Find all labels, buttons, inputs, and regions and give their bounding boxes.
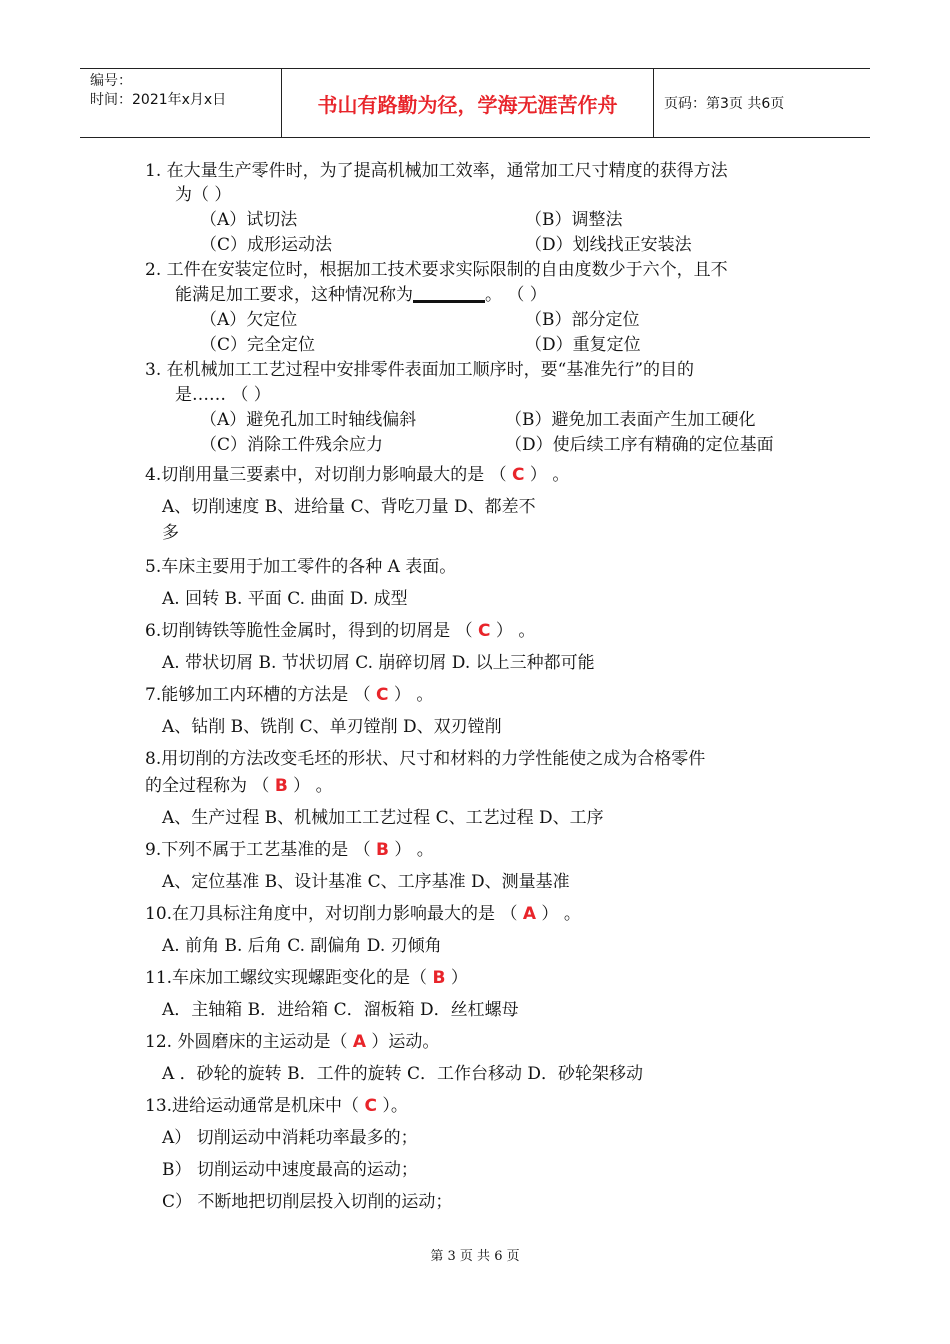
q4-options: A、切削速度 B、进给量 C、背吃刀量 D、都差不 [162,497,536,517]
q1-option-b: （B）调整法 [525,210,623,230]
q5-options: A. 回转 B. 平面 C. 曲面 D. 成型 [162,589,408,609]
q13-option-c: C） 不断地把切削层投入切削的运动； [162,1192,453,1212]
q10-answer: A [522,904,537,924]
q5-stem: 5.车床主要用于加工零件的各种 A 表面。 [145,557,457,577]
q13-answer: C [364,1096,377,1116]
q2-option-a: （A）欠定位 [200,310,298,330]
page-header [80,68,870,138]
doc-date-label: 时间：2021年x月x日 [90,92,227,108]
q8-answer: B [274,776,288,796]
q9-answer: B [376,840,389,860]
q6-stem: 6.切削铸铁等脆性金属时，得到的切屑是 （ C ） 。 [145,621,536,641]
q3-option-d: （D）使后续工序有精确的定位基面 [505,435,774,455]
q1-stem-line1: 1. 在大量生产零件时，为了提高机械加工效率，通常加工尺寸精度的获得方法 [145,161,728,181]
q2-option-d: （D）重复定位 [525,335,641,355]
q2-option-b: （B）部分定位 [525,310,640,330]
q2-stem-line1: 2. 工件在安装定位时，根据加工技术要求实际限制的自由度数少于六个，且不 [145,260,728,280]
q11-stem: 11.车床加工螺纹实现螺距变化的是（ B ） [145,968,468,988]
q1-option-c: （C）成形运动法 [200,235,333,255]
q3-option-b: （B）避免加工表面产生加工硬化 [505,410,756,430]
q9-stem: 9.下列不属于工艺基准的是 （ B ） 。 [145,840,434,860]
q6-answer: C [478,621,491,641]
q13-option-b: B） 切削运动中速度最高的运动； [162,1160,418,1180]
q2-option-c: （C）完全定位 [200,335,316,355]
q4-answer: C [512,465,525,485]
doc-number-label: 编号： [90,73,132,89]
q3-option-a: （A）避免孔加工时轴线偏斜 [200,410,417,430]
q11-answer: B [432,968,446,988]
q2-stem-line2: 能满足加工要求，这种情况称为 。 （ ） [175,285,547,305]
page-footer: 第 3 页 共 6 页 [430,1249,520,1264]
q10-stem: 10.在刀具标注角度中，对切削力影响最大的是 （ A ） 。 [145,904,581,924]
q8-options: A、生产过程 B、机械加工工艺过程 C、工艺过程 D、工序 [162,808,604,828]
q13-option-a: A） 切削运动中消耗功率最多的； [162,1128,418,1148]
q10-options: A. 前角 B. 后角 C. 副偏角 D. 刃倾角 [162,936,442,956]
q12-stem: 12. 外圆磨床的主运动是（ A ）运动。 [145,1032,440,1052]
fill-blank [413,288,485,303]
q3-stem-line1: 3. 在机械加工工艺过程中安排零件表面加工顺序时，要“基准先行”的目的 [145,360,695,380]
q12-options: A ．砂轮的旋转 B．工件的旋转 C．工作台移动 D．砂轮架移动 [162,1064,644,1084]
header-motto: 书山有路勤为径，学海无涯苦作舟 [282,69,654,137]
q3-option-c: （C）消除工件残余应力 [200,435,384,455]
header-page-code: 页码：第3页 共6页 [664,96,785,112]
q13-stem: 13.进给运动通常是机床中（ C ）。 [145,1096,408,1116]
q8-stem-line2: 的全过程称为 （ B ） 。 [145,776,333,796]
q6-options: A. 带状切屑 B. 节状切屑 C. 崩碎切屑 D. 以上三种都可能 [162,653,595,673]
q4-stem: 4.切削用量三要素中，对切削力影响最大的是 （ C ） 。 [145,465,570,485]
q8-stem-line1: 8.用切削的方法改变毛坯的形状、尺寸和材料的力学性能使之成为合格零件 [145,749,706,769]
q9-options: A、定位基准 B、设计基准 C、工序基准 D、测量基准 [162,872,570,892]
q7-answer: C [376,685,389,705]
q1-option-a: （A）试切法 [200,210,298,230]
q1-option-d: （D）划线找正安装法 [525,235,692,255]
q12-answer: A [352,1032,367,1052]
q7-options: A、钻削 B、铣削 C、单刃镗削 D、双刃镗削 [162,717,502,737]
q7-stem: 7.能够加工内环槽的方法是 （ C ） 。 [145,685,434,705]
q3-stem-line2: 是…… （ ） [175,385,271,405]
header-info [80,69,282,137]
q11-options: A．主轴箱 B．进给箱 C．溜板箱 D．丝杠螺母 [162,1000,519,1020]
q1-stem-line2: 为（ ） [175,185,232,205]
q4-options-wrap: 多 [162,523,179,543]
